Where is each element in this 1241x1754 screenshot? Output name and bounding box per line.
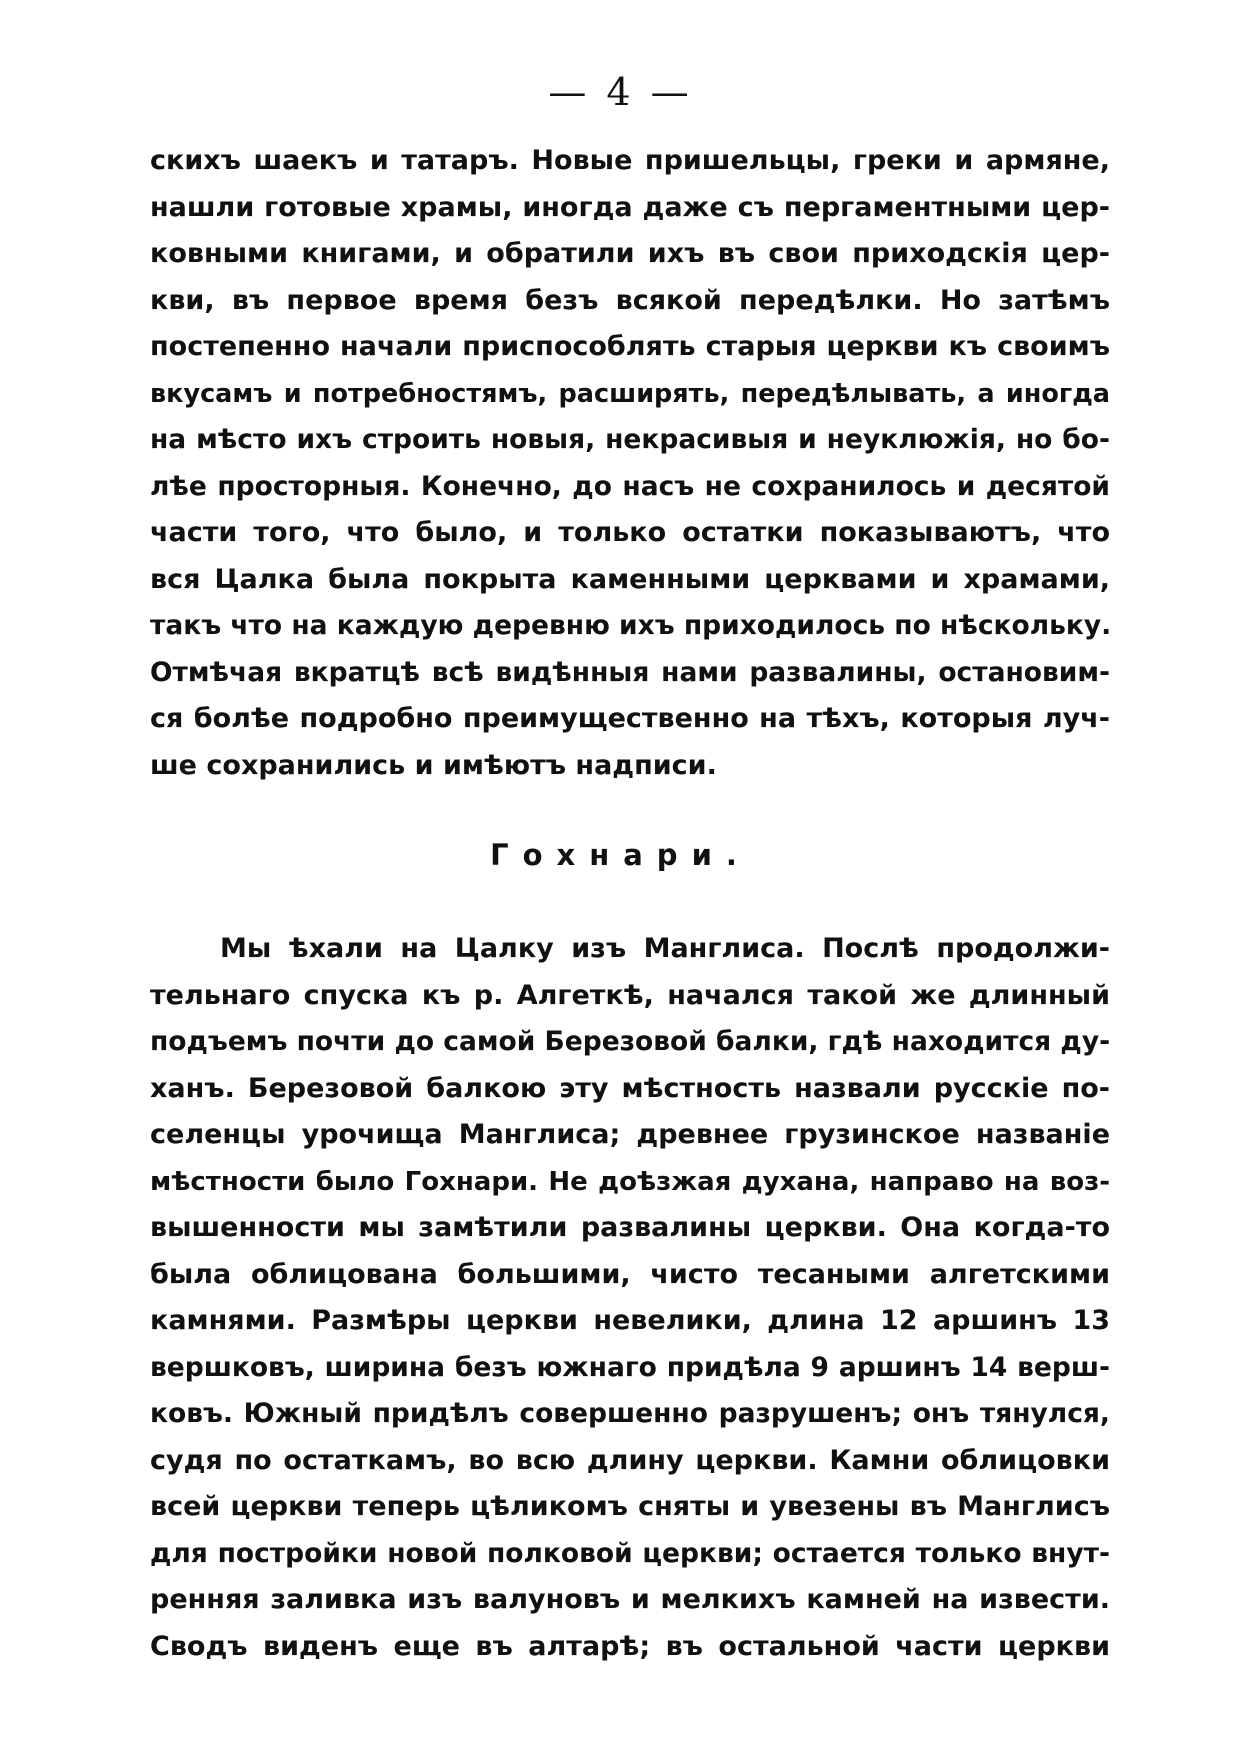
text-line: части того, что было, и только остатки показываютъ, что [150, 517, 1110, 548]
text-line: подъемъ почти до самой Березовой балки, гдѣ находится ду- [150, 1026, 1111, 1057]
text-line: ханъ. Березовой балкою эту мѣстность назвали русскіе по- [150, 1072, 1110, 1104]
text-line: вкусамъ и потребностямъ, расширять, передѣлывать, а иногда [150, 378, 1110, 409]
text-line: лѣе просторныя. Конечно, до насъ не сохранилось и десятой [150, 470, 1110, 502]
text-line: для постройки новой полковой церкви; остается только внут- [150, 1537, 1110, 1569]
text-line: Сводъ виденъ еще въ алтарѣ; въ остальной части церкви [150, 1630, 1110, 1662]
text-line: кви, въ первое время безъ всякой передѣлки. Но затѣмъ [150, 284, 1110, 316]
text-line: вся Цалка была покрыта каменными церквами и храмами, [150, 563, 1110, 595]
text-line: всей церкви теперь цѣликомъ сняты и увезены въ Манглисъ [150, 1491, 1110, 1522]
text-line: ковными книгами, и обратили ихъ въ свои приходскія цер- [150, 238, 1110, 269]
text-line: ше сохранились и имѣютъ надписи. [150, 749, 717, 781]
text-line: камнями. Размѣры церкви невелики, длина 12 аршинъ 13 [150, 1305, 1110, 1336]
section-heading: Гохнари. [490, 838, 751, 872]
text-line: на мѣсто ихъ строить новыя, некрасивыя и неуклюжія, но бо- [150, 424, 1110, 455]
text-line: ся болѣе подробно преимущественно на тѣхъ, которыя луч- [150, 703, 1110, 734]
text-line: вышенности мы замѣтили развалины церкви. Она когда-то [150, 1212, 1110, 1243]
text-line: вершковъ, ширина безъ южнаго придѣла 9 аршинъ 14 верш- [150, 1351, 1110, 1383]
text-line: ковъ. Южный придѣлъ совершенно разрушенъ; онъ тянулся, [150, 1398, 1110, 1429]
text-line: скихъ шаекъ и татаръ. Новые пришельцы, греки и армяне, [150, 145, 1110, 176]
paragraph-1 [150, 138, 1110, 789]
text-line: ренняя заливка изъ валуновъ и мелкихъ камней на извести. [150, 1584, 1110, 1615]
text-line: была облицована большими, чисто тесаными алгетскими [150, 1258, 1110, 1290]
text-line: Отмѣчая вкратцѣ всѣ видѣнныя нами развалины, остановим- [150, 656, 1110, 688]
text-line: Мы ѣхали на Цалку изъ Манглиса. Послѣ продолжи- [220, 933, 1110, 964]
page-number: — 4 — [548, 70, 693, 114]
text-line: мѣстности было Гохнари. Не доѣзжая духана, направо на воз- [150, 1166, 1110, 1197]
text-line: такъ что на каждую деревню ихъ приходилось по нѣскольку. [150, 610, 1112, 641]
text-line: постепенно начали приспособлять старыя церкви къ своимъ [150, 331, 1110, 362]
text-line: судя по остаткамъ, во всю длину церкви. Камни облицовки [150, 1444, 1110, 1476]
text-line: селенцы урочища Манглиса; древнее грузинское названіе [150, 1119, 1110, 1150]
paragraph-2 [150, 926, 1110, 1670]
text-line: нашли готовые храмы, иногда даже съ пергаментными цер- [150, 191, 1110, 223]
text-line: тельнаго спуска къ р. Алгеткѣ, начался такой же длинный [150, 979, 1110, 1011]
